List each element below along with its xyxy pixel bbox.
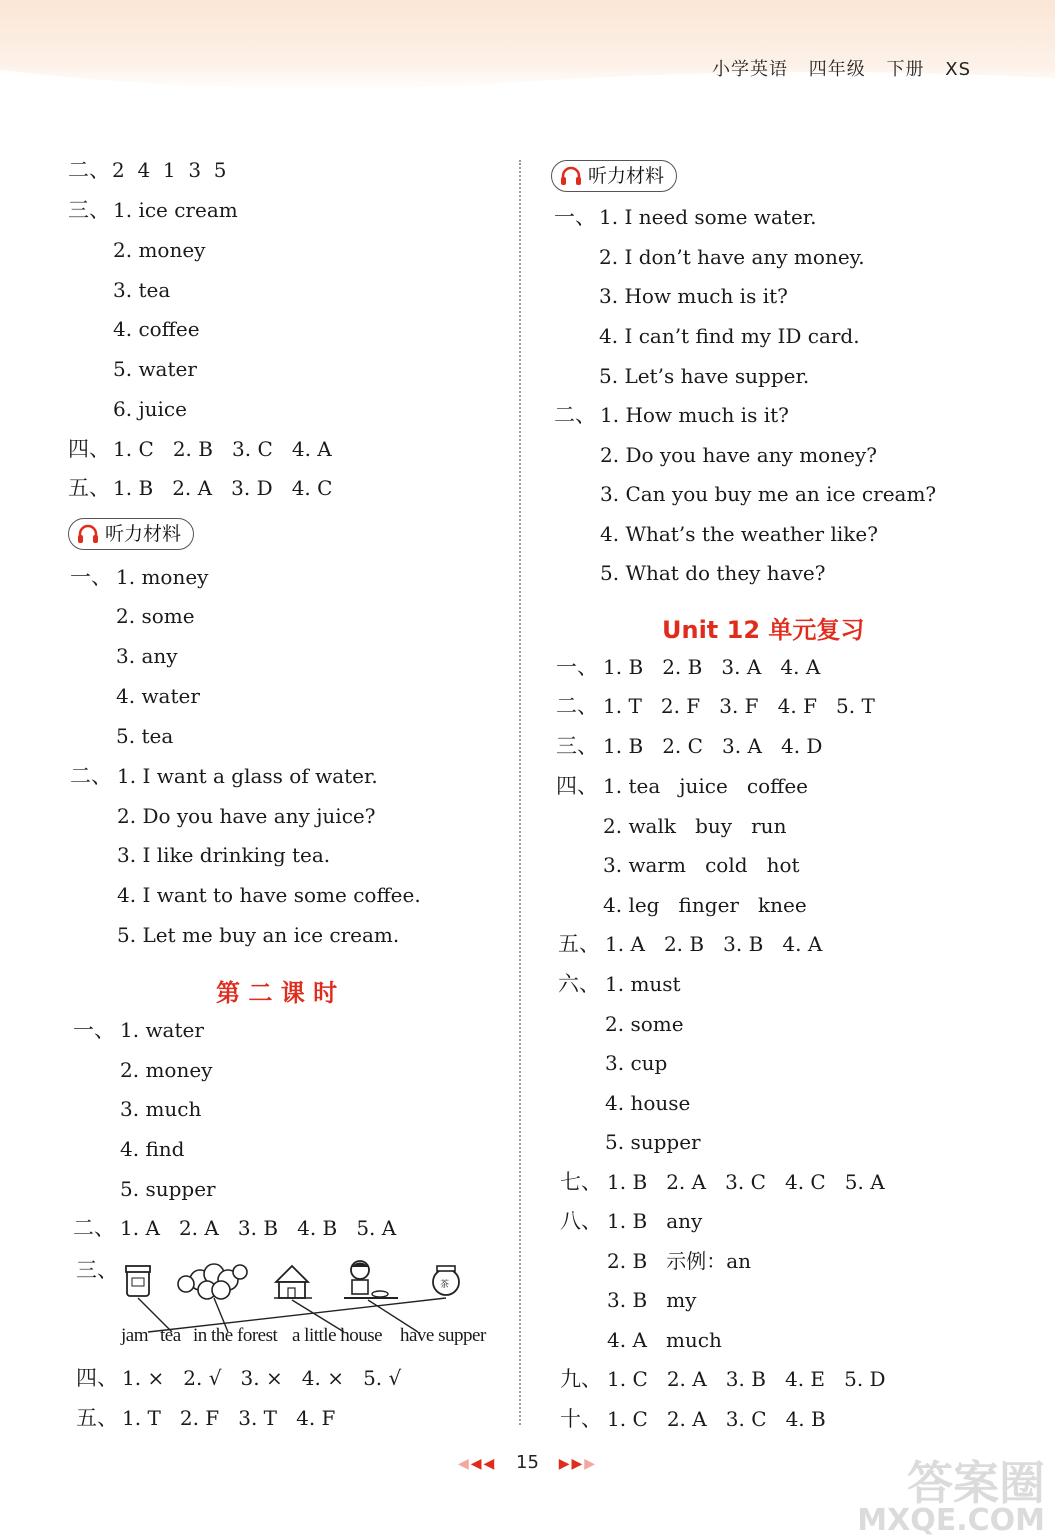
list-item: 2. money	[113, 238, 206, 262]
section-label: 二、	[554, 403, 596, 427]
list-item: 3. How much is it?	[599, 284, 788, 308]
header-subject: 小学英语	[712, 59, 789, 80]
list-item: 5. supper	[120, 1177, 216, 1201]
picture-label: a little house	[292, 1325, 383, 1346]
list-item: 2. walk buy run	[603, 814, 787, 838]
listening-badge	[551, 160, 677, 192]
list-item: 2. Do you have any money?	[600, 443, 877, 467]
section-label: 九、	[560, 1367, 602, 1391]
list-item: 4. I can’t find my ID card.	[599, 324, 860, 348]
list-item: 4. leg finger knee	[603, 893, 807, 917]
answer-line: 1. B 2. A 3. D 4. C	[113, 476, 333, 500]
section-label: 三、	[556, 734, 598, 758]
list-item: 3. warm cold hot	[603, 853, 800, 877]
section-label: 五、	[76, 1406, 118, 1430]
list-item: 4. house	[605, 1091, 691, 1115]
list-item: 1. tea juice coffee	[603, 774, 809, 798]
headphones-icon	[560, 166, 582, 186]
list-item: 3. much	[120, 1097, 202, 1121]
forest-icon	[178, 1264, 247, 1299]
list-item: 3. any	[116, 644, 178, 668]
list-item: 5. Let me buy an ice cream.	[117, 923, 400, 947]
list-item: 5. Let’s have supper.	[599, 364, 810, 388]
answer-line: 1. × 2. √ 3. × 4. × 5. √	[122, 1366, 402, 1390]
section-label: 五、	[558, 932, 600, 956]
header-edition: XS	[945, 59, 971, 80]
jam-jar-icon	[126, 1266, 150, 1296]
answer-line: 1. T 2. F 3. F 4. F 5. T	[603, 694, 875, 718]
section-label: 二、	[556, 694, 598, 718]
picture-label: tea	[160, 1325, 181, 1346]
list-item: 5. supper	[605, 1130, 701, 1154]
section-label: 二、	[68, 158, 110, 182]
answer-line: 1. C 2. A 3. C 4. B	[607, 1407, 826, 1431]
badge-label: 听力材料	[105, 523, 182, 545]
list-item: 3. Can you buy me an ice cream?	[600, 482, 937, 506]
list-item: 2. B 示例：an	[607, 1249, 752, 1273]
list-item: 1. How much is it?	[600, 403, 789, 427]
picture-label: jam	[121, 1325, 148, 1346]
answer-line: 1. B 2. C 3. A 4. D	[603, 734, 823, 758]
list-item: 2. Do you have any juice?	[117, 804, 376, 828]
list-item: 1. I want a glass of water.	[117, 764, 378, 788]
answer-line: 1. C 2. A 3. B 4. E 5. D	[607, 1367, 886, 1391]
list-item: 3. tea	[113, 278, 171, 302]
section-label: 十、	[560, 1407, 602, 1431]
section-label: 六、	[558, 972, 600, 996]
list-item: 1. B any	[607, 1209, 703, 1233]
section-label: 三、	[68, 198, 110, 222]
list-item: 5. water	[113, 357, 197, 381]
list-item: 3. I like drinking tea.	[117, 843, 331, 867]
answer-line: 1. B 2. B 3. A 4. A	[603, 655, 821, 679]
watermark-url: MXQE.COM	[857, 1503, 1045, 1538]
list-item: 2. money	[120, 1058, 213, 1082]
column-divider	[519, 160, 521, 1425]
list-item: 1. water	[120, 1018, 204, 1042]
list-item: 4. A much	[607, 1328, 722, 1352]
prev-arrows-icon: ◀◀◀	[457, 1456, 497, 1472]
headphones-icon	[77, 524, 99, 544]
list-item: 2. some	[116, 604, 195, 628]
section-label: 一、	[73, 1018, 115, 1042]
list-item: 1. ice cream	[113, 198, 238, 222]
page-number: 15	[516, 1452, 539, 1473]
header-volume: 下册	[886, 59, 925, 80]
answer-line: 1. C 2. B 3. C 4. A	[113, 437, 332, 461]
tea-jar-icon	[433, 1266, 459, 1295]
listening-badge	[68, 518, 194, 550]
list-item: 6. juice	[113, 397, 187, 421]
section-label: 二、	[73, 1216, 115, 1240]
section-label: 一、	[554, 205, 596, 229]
section-label: 一、	[70, 565, 112, 589]
list-item: 1. money	[116, 565, 209, 589]
answer-line: 1. T 2. F 3. T 4. F	[122, 1406, 336, 1430]
list-item: 4. coffee	[113, 317, 200, 341]
list-item: 1. I need some water.	[599, 205, 817, 229]
list-item: 2. I don’t have any money.	[599, 245, 865, 269]
section-label: 三、	[76, 1258, 118, 1282]
answer-line: 1. A 2. A 3. B 4. B 5. A	[120, 1216, 397, 1240]
list-item: 1. must	[605, 972, 681, 996]
house-icon	[274, 1266, 312, 1298]
section-label: 二、	[70, 764, 112, 788]
watermark-logo	[857, 1456, 1045, 1538]
list-item: 5. tea	[116, 724, 174, 748]
badge-label: 听力材料	[588, 165, 665, 187]
section-label: 四、	[556, 774, 598, 798]
answer-line: 1. A 2. B 3. B 4. A	[605, 932, 823, 956]
list-item: 5. What do they have?	[600, 561, 826, 585]
section-label: 五、	[68, 476, 110, 500]
watermark-text: 答案圈	[907, 1456, 1045, 1510]
lesson-title: 第 二 课 时	[216, 979, 338, 1007]
section-label: 八、	[560, 1209, 602, 1233]
child-eating-icon	[344, 1261, 398, 1298]
picture-label: have supper	[400, 1325, 486, 1346]
list-item: 4. water	[116, 684, 200, 708]
list-item: 3. cup	[605, 1051, 668, 1075]
list-item: 4. What’s the weather like?	[600, 522, 878, 546]
section-label: 四、	[76, 1366, 118, 1390]
header-title	[698, 55, 971, 81]
unit-title: Unit 12 单元复习	[662, 616, 865, 644]
list-item: 3. B my	[607, 1288, 697, 1312]
next-arrows-icon: ▶▶▶	[558, 1456, 598, 1472]
section-label: 四、	[68, 437, 110, 461]
picture-label: in the forest	[193, 1325, 278, 1346]
section-label: 七、	[560, 1170, 602, 1194]
answer-line: 1. B 2. A 3. C 4. C 5. A	[607, 1170, 885, 1194]
section-label: 一、	[556, 655, 598, 679]
answer-line: 2 4 1 3 5	[112, 158, 227, 182]
list-item: 2. some	[605, 1012, 684, 1036]
list-item: 4. find	[120, 1137, 185, 1161]
header-grade: 四年级	[808, 59, 866, 80]
svg-text:茶: 茶	[440, 1280, 450, 1290]
list-item: 4. I want to have some coffee.	[117, 883, 421, 907]
